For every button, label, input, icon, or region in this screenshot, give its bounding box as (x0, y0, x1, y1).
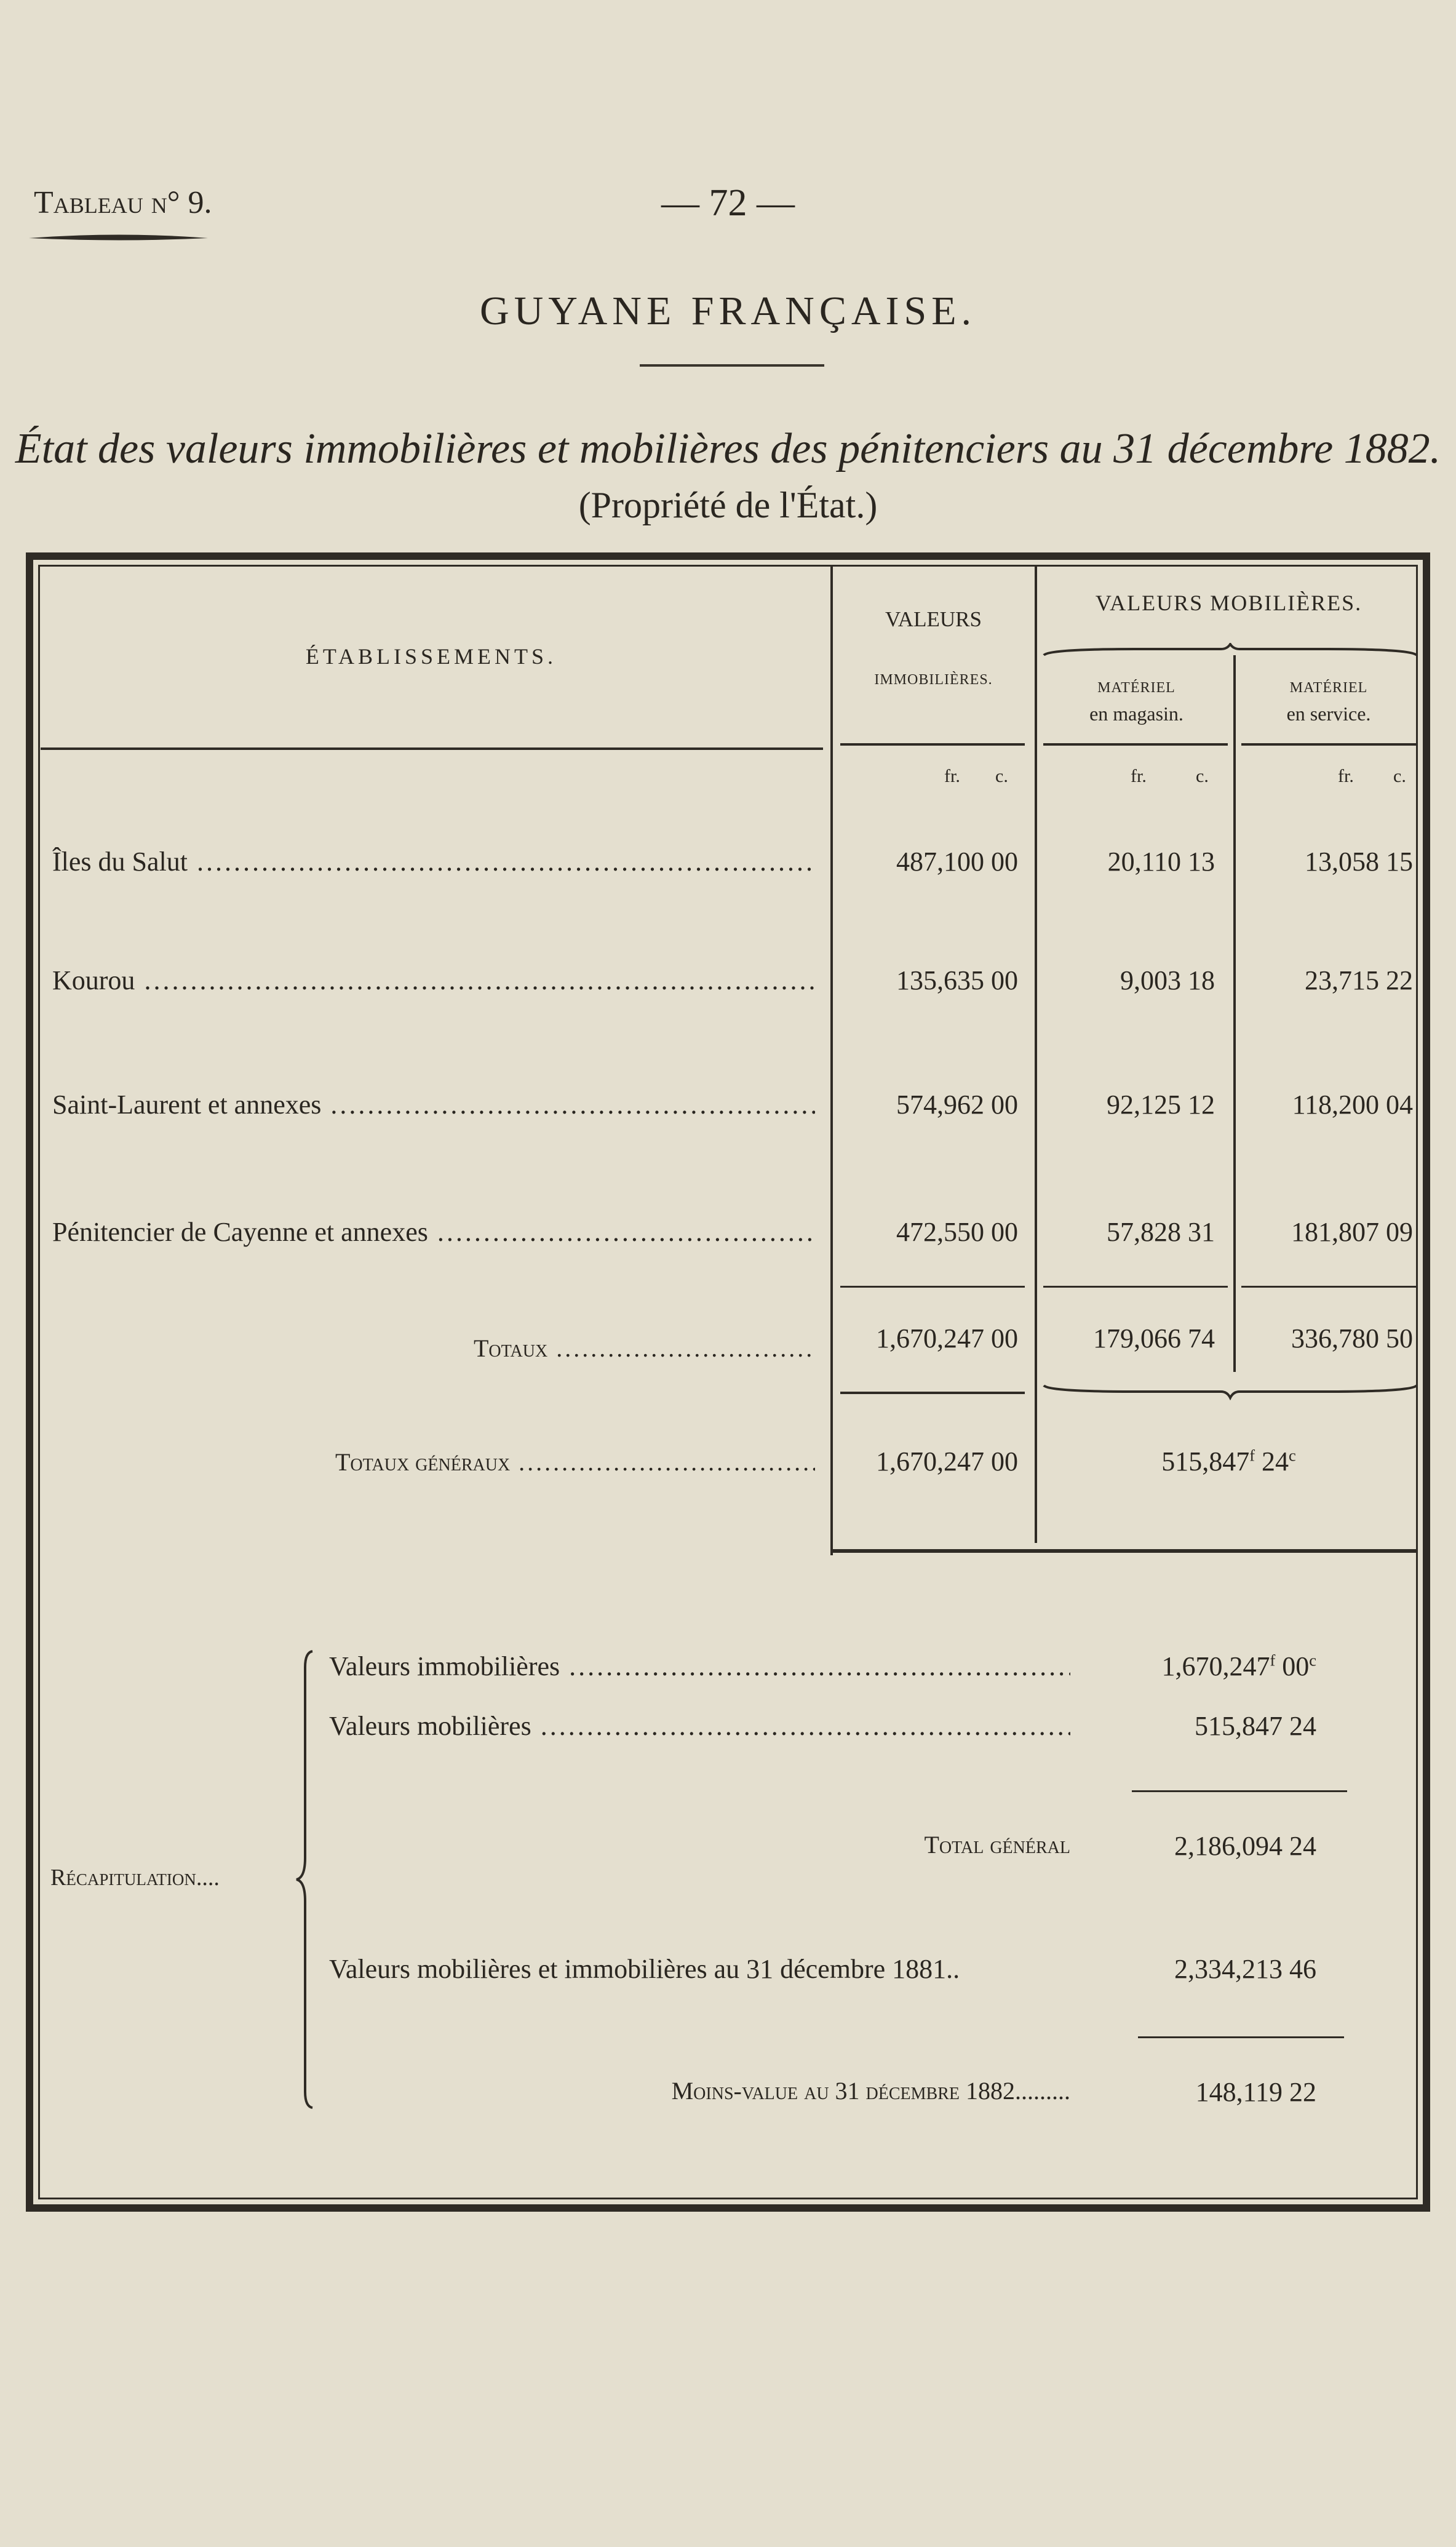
col-header-valeurs: VALEURS (885, 607, 982, 631)
grand-total-mob-main: 515,847 (1161, 1446, 1250, 1477)
table-bottom-rule (830, 1549, 1418, 1553)
title-rule (640, 364, 824, 367)
recap-1881-value: 2,334,213 46 (1174, 1954, 1316, 1984)
country-heading: GUYANE FRANÇAISE. (479, 289, 977, 333)
brace-grand-total-icon (1043, 1383, 1418, 1400)
recap-label: Récapitulation.... (50, 1865, 220, 1891)
unit-c: c. (1393, 766, 1406, 786)
cell-service: 23,715 22 (1305, 965, 1413, 995)
total-immobilieres: 1,670,247 00 (876, 1323, 1018, 1353)
recap-rule-2 (1138, 2036, 1344, 2038)
brace-mobilieres-icon (1043, 643, 1418, 658)
total-service: 336,780 50 (1291, 1323, 1413, 1353)
col-rule-3 (1233, 655, 1236, 1372)
recap-moins-value-label: Moins-value au 31 décembre 1882......... (671, 2077, 1070, 2105)
unit-fr: fr. (1338, 766, 1354, 786)
cell-immobilieres: 135,635 00 (896, 965, 1018, 995)
col-header-en-magasin: en magasin. (1089, 703, 1183, 725)
recap-immobilieres-main: 1,670,247 (1161, 1651, 1270, 1681)
header-rule-etab (41, 747, 823, 750)
recap-mobilieres-label: Valeurs mobilières ..... (329, 1710, 1070, 1742)
header-rule-m2 (1241, 743, 1417, 746)
row-label: Îles du Salut ..... (52, 846, 815, 877)
header-rule-m1 (1043, 743, 1228, 746)
cell-immobilieres: 487,100 00 (896, 847, 1018, 877)
recap-mobilieres-value: 515,847 24 (1195, 1711, 1316, 1741)
col-header-en-service: en service. (1286, 703, 1371, 725)
col-header-materiel-1: MATÉRIEL (1097, 680, 1176, 696)
recap-immobilieres-fr: f (1270, 1651, 1276, 1670)
col-header-etablissements: ÉTABLISSEMENTS. (305, 644, 557, 669)
unit-c: c. (995, 766, 1008, 786)
table-number: Tableau n° 9. (34, 185, 212, 220)
recap-immobilieres-value (1083, 1651, 1316, 1682)
cell-service: 118,200 04 (1292, 1090, 1413, 1120)
totals-rule-m2 (1241, 1286, 1417, 1288)
col-header-immobilieres: IMMOBILIÈRES. (874, 672, 993, 688)
recap-immobilieres-c: c (1309, 1651, 1316, 1670)
grand-total-mob-c: c (1289, 1446, 1296, 1465)
recap-rule-1 (1132, 1790, 1347, 1792)
grand-totals-label: Totaux généraux ..... (335, 1448, 815, 1477)
recap-immobilieres-label: Valeurs immobilières ..... (329, 1651, 1070, 1682)
recap-immobilieres-cents: 00 (1282, 1651, 1310, 1681)
recap-moins-value: 148,119 22 (1195, 2077, 1316, 2107)
col-header-valeurs-mobilieres: VALEURS MOBILIÈRES. (1095, 591, 1363, 615)
cell-immobilieres: 574,962 00 (896, 1090, 1018, 1120)
recap-brace-icon (294, 1649, 319, 2110)
document-title: État des valeurs immobilières et mobilières des pénitenciers au 31 décembre 1882. (15, 425, 1441, 472)
page-number: — 72 — (661, 182, 795, 224)
ornament-rule-icon (28, 233, 209, 244)
grand-total-immobilieres: 1,670,247 00 (876, 1446, 1018, 1477)
grand-total-mob-fr: f (1249, 1446, 1255, 1465)
grand-total-mob-cents: 24 (1262, 1446, 1289, 1477)
row-label: Pénitencier de Cayenne et annexes ..... (52, 1216, 815, 1248)
row-label: Kourou ..... (52, 965, 815, 996)
cell-magasin: 20,110 13 (1107, 847, 1215, 877)
cell-magasin: 9,003 18 (1120, 965, 1215, 995)
totals-label: Totaux ..... (474, 1334, 815, 1363)
unit-fr: fr. (1131, 766, 1147, 786)
grand-total-mobilieres (1040, 1446, 1418, 1477)
totals-rule-vi (840, 1286, 1025, 1288)
cell-immobilieres: 472,550 00 (896, 1217, 1018, 1247)
header-rule-vi (840, 743, 1025, 746)
recap-1881-label: Valeurs mobilières et immobilières au 31 décembre 1881.. (329, 1954, 960, 1984)
totals-rule-m1 (1043, 1286, 1228, 1288)
col-header-materiel-2: MATÉRIEL (1289, 680, 1368, 696)
cell-magasin: 92,125 12 (1107, 1090, 1215, 1120)
recap-total-label: Total général (924, 1831, 1070, 1859)
recap-total-value: 2,186,094 24 (1174, 1831, 1316, 1861)
cell-magasin: 57,828 31 (1107, 1217, 1215, 1247)
total-magasin: 179,066 74 (1093, 1323, 1215, 1353)
unit-fr: fr. (944, 766, 960, 786)
col-rule-2 (1035, 565, 1037, 1543)
row-label: Saint-Laurent et annexes ..... (52, 1089, 815, 1120)
cell-service: 181,807 09 (1291, 1217, 1413, 1247)
cell-service: 13,058 15 (1305, 847, 1413, 877)
document-subtitle: (Propriété de l'État.) (578, 485, 878, 525)
unit-c: c. (1196, 766, 1209, 786)
col-rule-1 (830, 565, 833, 1555)
grand-totals-rule-vi (840, 1392, 1025, 1394)
